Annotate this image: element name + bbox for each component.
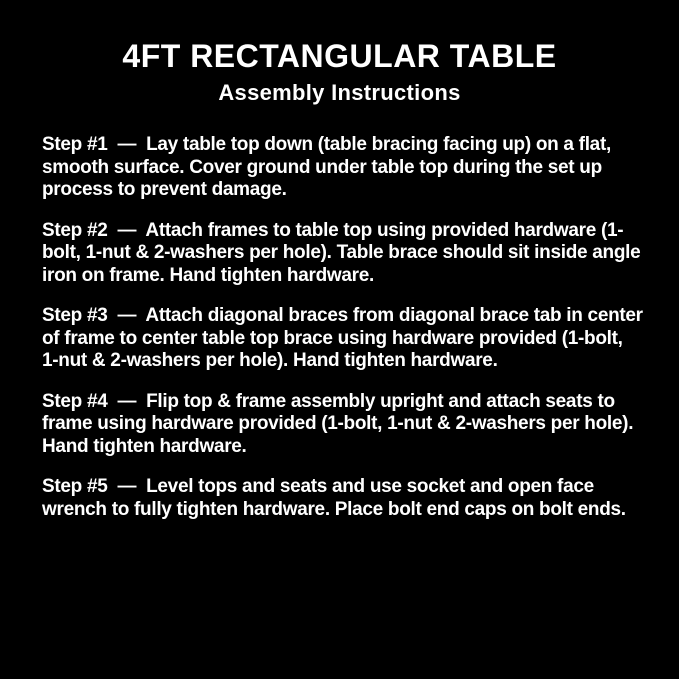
- page-title: 4FT RECTANGULAR TABLE: [122, 38, 557, 74]
- steps-list: [0, 134, 679, 521]
- page-subtitle: Assembly Instructions: [218, 79, 461, 105]
- step-2-text: Step #2 — Attach frames to table top using provided hardware (1-bolt, 1-nut & 2-washers per hole). Table brace should sit inside angle iron on frame. Hand tighten hardware.: [42, 219, 646, 286]
- step-4-text: Step #4 — Flip top & frame assembly upright and attach seats to frame using hardware provided (1-bolt, 1-nut & 2-washers per hole). Hand tighten hardware.: [42, 390, 639, 457]
- header: [0, 38, 679, 106]
- step-3-text: Step #3 — Attach diagonal braces from diagonal brace tab in center of frame to center table top brace using hardware provided (1-bolt, 1-nut & 2-washers per hole). Hand tighten hardware.: [42, 305, 648, 372]
- step-5-text: Step #5 — Level tops and seats and use socket and open face wrench to fully tighten hardware. Place bolt end caps on bolt ends.: [42, 476, 626, 520]
- step-1-text: Step #1 — Lay table top down (table bracing facing up) on a flat, smooth surface. Cover ground under table top during the set up process to prevent damage.: [42, 134, 616, 201]
